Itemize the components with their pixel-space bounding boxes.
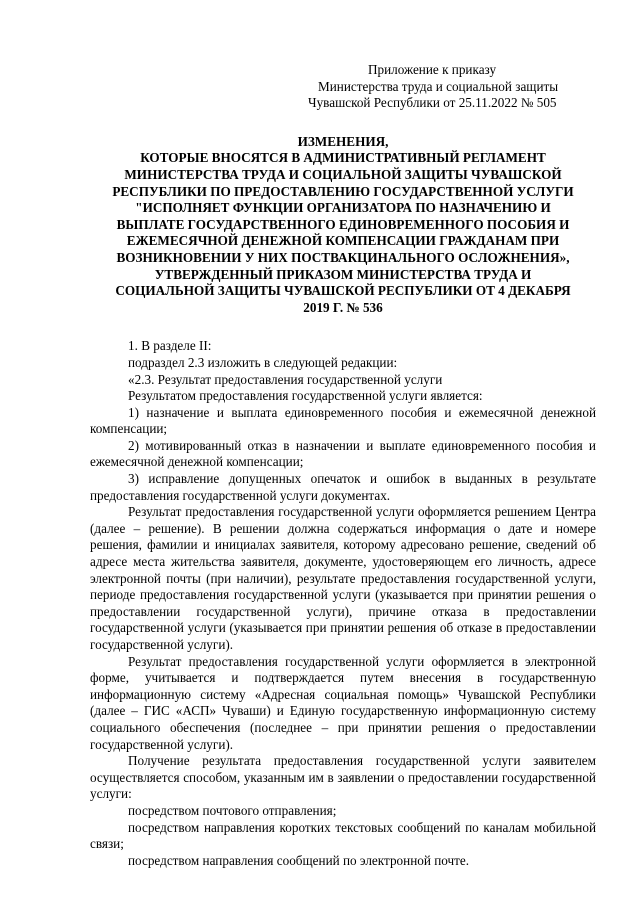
document-body xyxy=(90,338,596,869)
title-line: ИЗМЕНЕНИЯ, xyxy=(297,133,389,149)
list-item: посредством почтового отправления; xyxy=(128,802,337,818)
appendix-line-2: Министерства труда и социальной защиты xyxy=(318,78,559,94)
list-item: посредством направления коротких текстовых сообщений по каналам мобильной связи; xyxy=(90,819,596,852)
title-line: ЕЖЕМЕСЯЧНОЙ ДЕНЕЖНОЙ КОМПЕНСАЦИИ ГРАЖДАНАМ ПРИ xyxy=(126,233,560,249)
title-line: ВЫПЛАТЕ ГОСУДАРСТВЕННОГО ЕДИНОВРЕМЕННОГО ПОСОБИЯ И xyxy=(116,216,570,232)
document-title xyxy=(90,134,596,317)
paragraph: Результат предоставления государственной услуги оформляется в электронной форме, учитывается и подтверждается путем внесения в государственную информационную систему «Адресная социальная помощь» Чувашской Республики (далее – ГИС «АСП» Чуваши) и Единую государственную информационную систему социального обеспечения (последнее – при принятии решения о предоставлении государственной услуги). xyxy=(90,653,596,752)
paragraph-heading: «2.3. Результат предоставления государственной услуги xyxy=(128,371,443,387)
list-item: 3) исправление допущенных опечаток и ошибок в выданных в результате предоставления государственной услуги документах. xyxy=(90,471,596,503)
paragraph: Результат предоставления государственной услуги оформляется решением Центра (далее – решение). В решении должна содержаться информация о дате и номере решения, фамилии и инициалах заявителя, которому адресовано решение, сведений об адресе места жительства заявителя, документе, удостоверяющем его личность, адресе электронной почты (при наличии), результате предоставления государственной услуги, периоде предоставления государственной услуги (указывается при принятии решения о предоставлении государственной услуги), причине отказа в предоставлении государственной услуги (указывается при принятии решения об отказе в предоставлении государственной услуги). xyxy=(90,504,596,652)
title-line: 2019 Г. № 536 xyxy=(303,299,383,315)
appendix-header xyxy=(308,62,596,112)
paragraph-subsection: подраздел 2.3 изложить в следующей редакции: xyxy=(128,354,398,370)
paragraph-section: 1. В разделе II: xyxy=(128,338,212,354)
appendix-line-1: Приложение к приказу xyxy=(368,62,497,77)
list-item: 1) назначение и выплата единовременного пособия и ежемесячной денежной компенсации; xyxy=(90,404,596,437)
list-item: 2) мотивированный отказ в назначении и выплате единовременного пособия и ежемесячной денежной компенсации; xyxy=(90,437,596,470)
title-line: УТВЕРЖДЕННЫЙ ПРИКАЗОМ МИНИСТЕРСТВА ТРУДА И xyxy=(154,266,532,282)
title-line: РЕСПУБЛИКИ ПО ПРЕДОСТАВЛЕНИЮ ГОСУДАРСТВЕННОЙ УСЛУГИ xyxy=(112,183,574,199)
title-line: КОТОРЫЕ ВНОСЯТСЯ В АДМИНИСТРАТИВНЫЙ РЕГЛАМЕНТ xyxy=(140,150,546,166)
title-line: "ИСПОЛНЯЕТ ФУНКЦИИ ОРГАНИЗАТОРА ПО НАЗНАЧЕНИЮ И xyxy=(135,200,551,216)
paragraph: Результатом предоставления государственной услуги является: xyxy=(128,388,483,404)
list-item: посредством направления сообщений по электронной почте. xyxy=(128,852,470,868)
title-line: МИНИСТЕРСТВА ТРУДА И СОЦИАЛЬНОЙ ЗАЩИТЫ ЧУВАШСКОЙ xyxy=(124,166,562,182)
appendix-line-3: Чувашской Республики от 25.11.2022 № 505 xyxy=(308,95,557,111)
paragraph: Получение результата предоставления государственной услуги заявителем осуществляется способом, указанным им в заявлении о предоставлении государственной услуги: xyxy=(90,753,596,802)
title-line: СОЦИАЛЬНОЙ ЗАЩИТЫ ЧУВАШСКОЙ РЕСПУБЛИКИ ОТ 4 ДЕКАБРЯ xyxy=(115,283,571,299)
title-line: ВОЗНИКНОВЕНИИ У НИХ ПОСТВАКЦИНАЛЬНОГО ОСЛОЖНЕНИЯ», xyxy=(116,249,570,265)
